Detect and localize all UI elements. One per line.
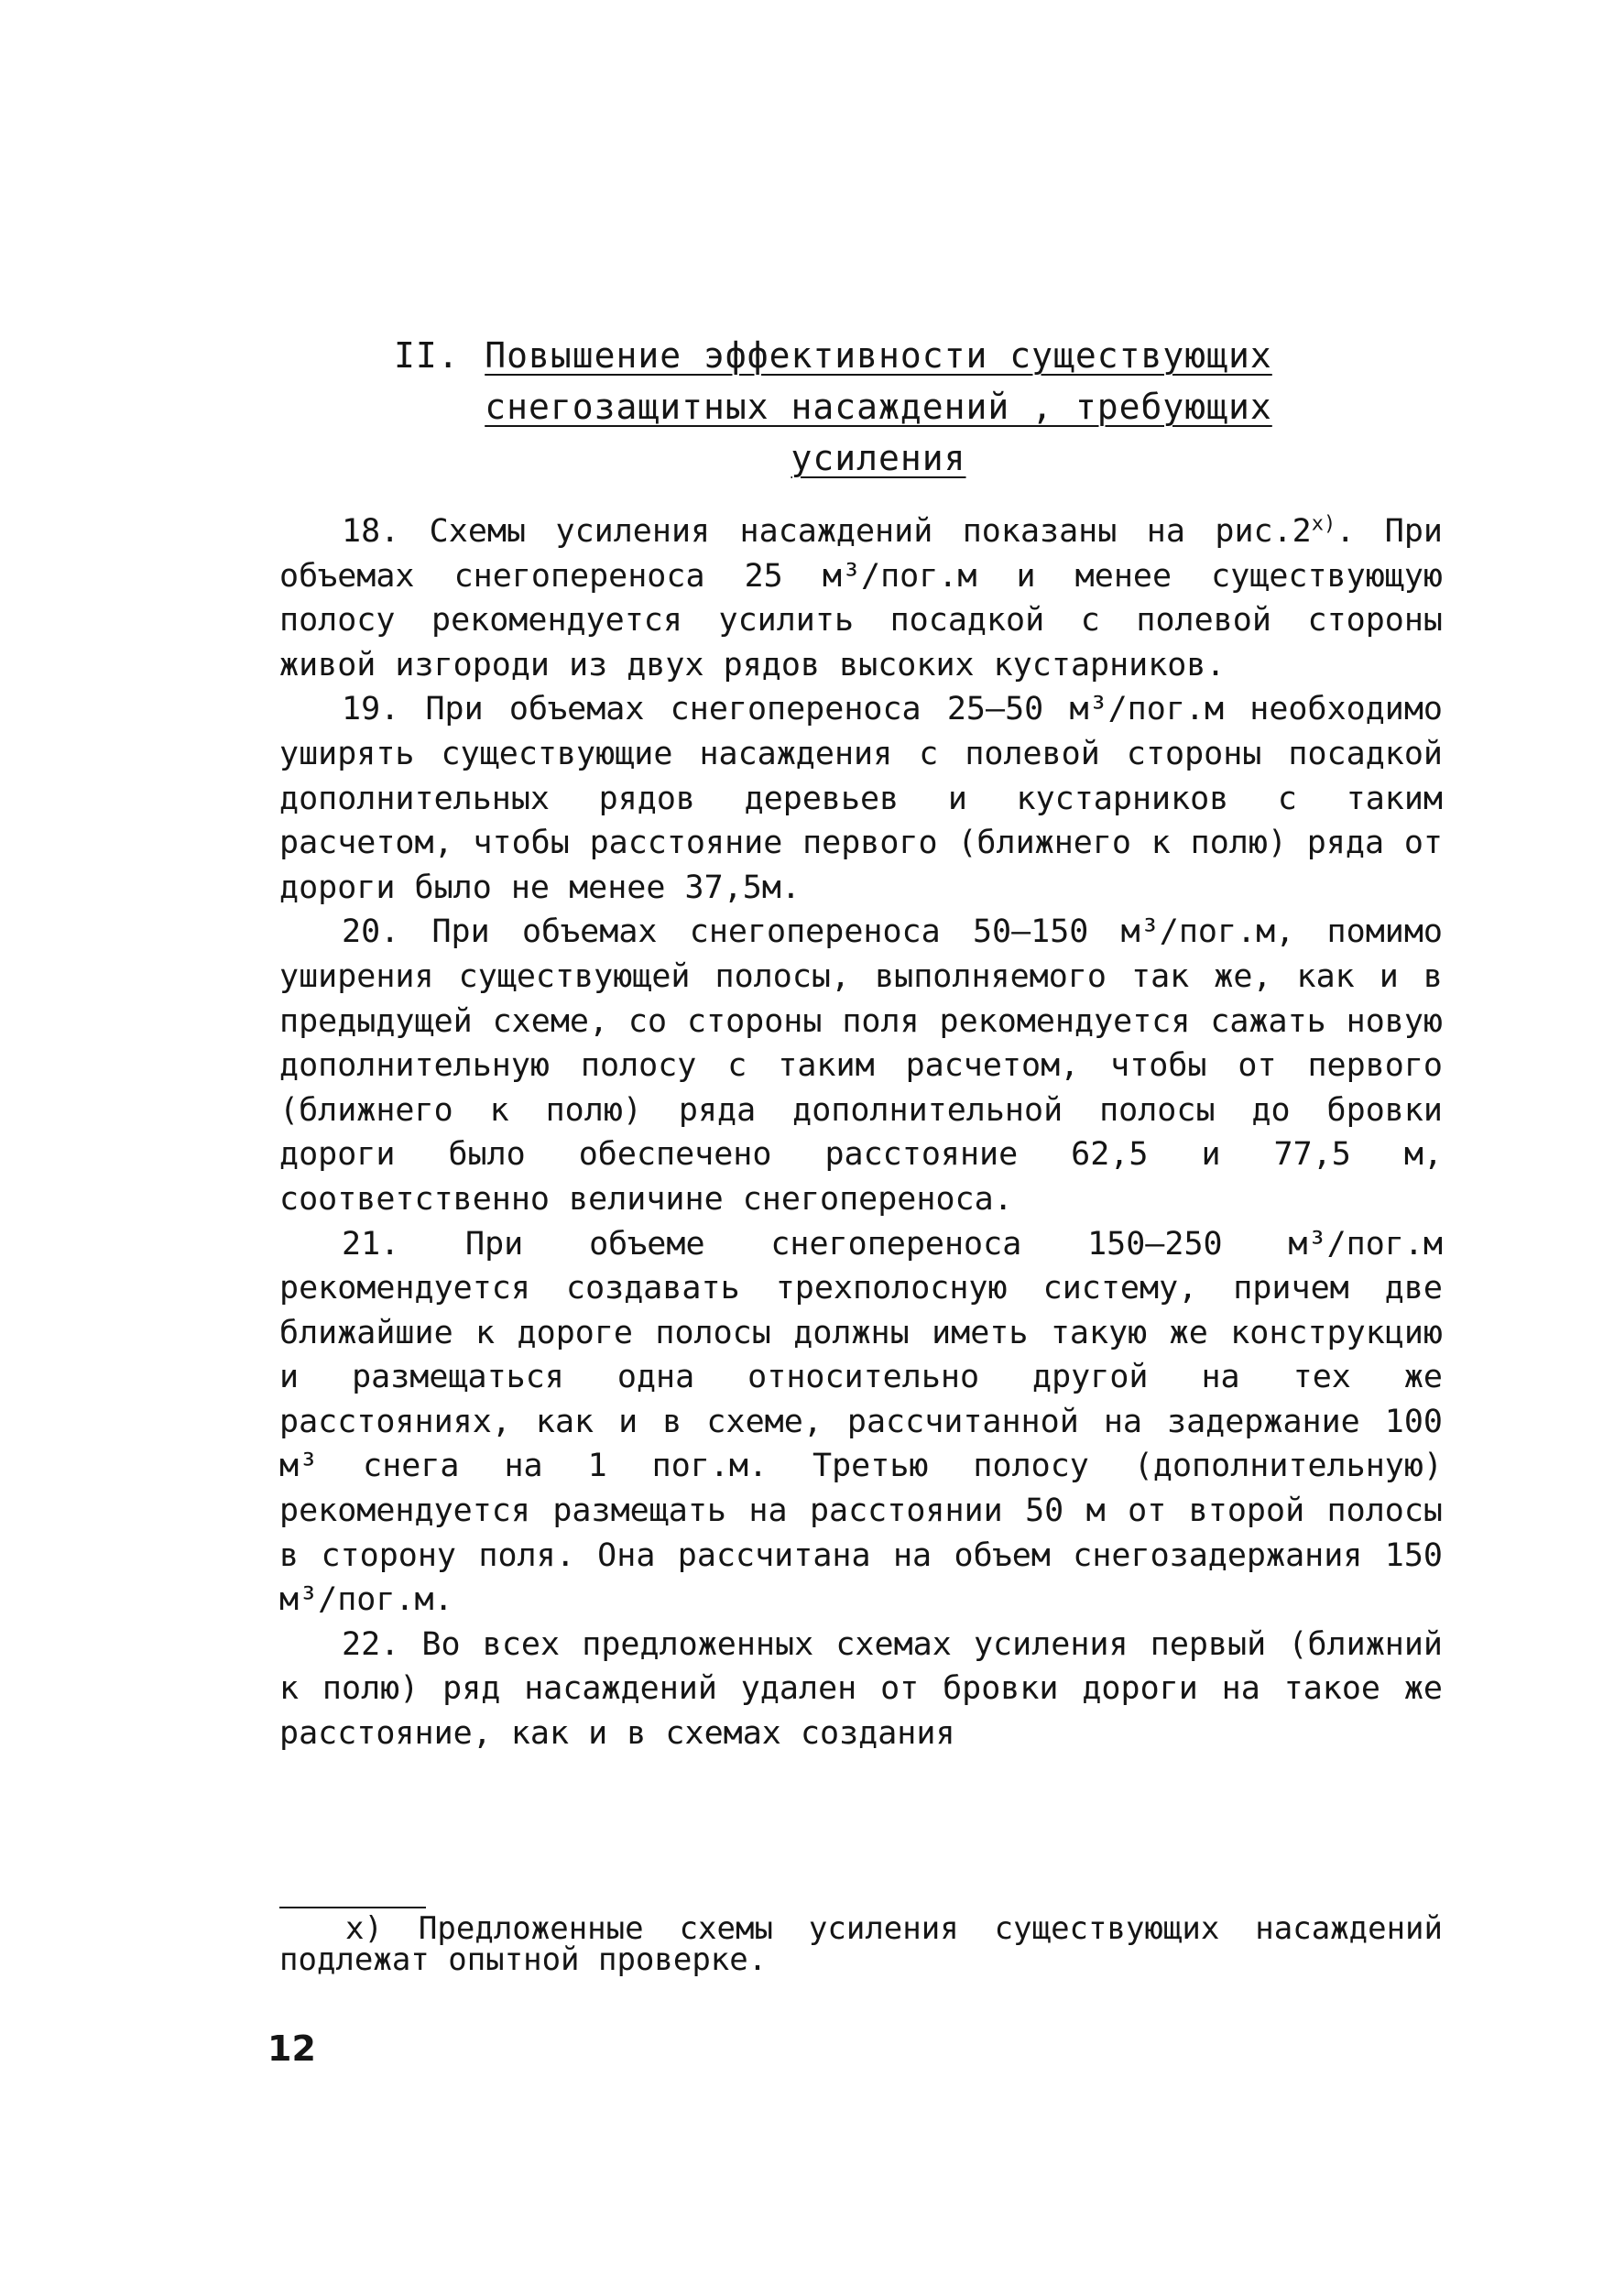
section-title-line: снегозащитных насаждений , требующих — [485, 387, 1272, 427]
footnote-divider — [279, 1907, 426, 1908]
section-title-line: Повышение эффективности существующих — [485, 335, 1272, 376]
paragraph-21: 21. При объеме снегопереноса 150–250 м³/пог.м рекомендуется создавать трехполосную систему, причем две ближайшие к дороге полосы должны иметь такую же конструкцию и размещаться одна относительно другой на тех же расстояниях, как и в схеме, рассчитанной на задержание 100 м³ снега на 1 пог.м. Третью полосу (дополнительную) рекомендуется размещать на расстоянии 50 м от второй полосы в сторону поля. Она рассчитана на объем снегозадержания 150 м³/пог.м. — [279, 1225, 1443, 1619]
section-number: II. — [394, 335, 460, 376]
paragraph-20: 20. При объемах снегопереноса 50–150 м³/пог.м, помимо уширения существующей полосы, выполняемого так же, как и в предыдущей схеме, со стороны поля рекомендуется сажать новую дополнительную полосу с таким расчетом, чтобы от первого (ближнего к полю) ряда дополнительной полосы до бровки дороги было обеспечено расстояние 62,5 и 77,5 м, соответственно величине снегопереноса. — [279, 913, 1443, 1218]
body-text — [279, 509, 1443, 1756]
paragraph-19: 19. При объемах снегопереноса 25–50 м³/пог.м необходимо уширять существующие насаждения с полевой стороны посадкой дополнительных рядов деревьев и кустарников с таким расчетом, чтобы расстояние первого (ближнего к полю) ряда от дороги было не менее 37,5м. — [279, 691, 1443, 906]
footnote-marker: x) — [1311, 512, 1336, 536]
paragraph-22: 22. Во всех предложенных схемах усиления первый (ближний к полю) ряд насаждений удален от бровки дороги на такое же расстояние, как и в схемах создания — [279, 1625, 1443, 1753]
footnote: x) Предложенные схемы усиления существующих насаждений подлежат опытной проверке. — [279, 1910, 1443, 1978]
section-title — [462, 330, 1295, 484]
page-number: 12 — [267, 2028, 316, 2069]
paragraph-18: 18. Схемы усиления насаждений показаны на рис.2$^{x)}$. При объемах снегопереноса 25 м³/пог.м и менее существующую полосу рекомендуется усилить посадкой с полевой стороны живой изгороди из двух рядов высоких кустарников. — [279, 512, 1444, 683]
section-title-line: усиления — [791, 438, 966, 478]
